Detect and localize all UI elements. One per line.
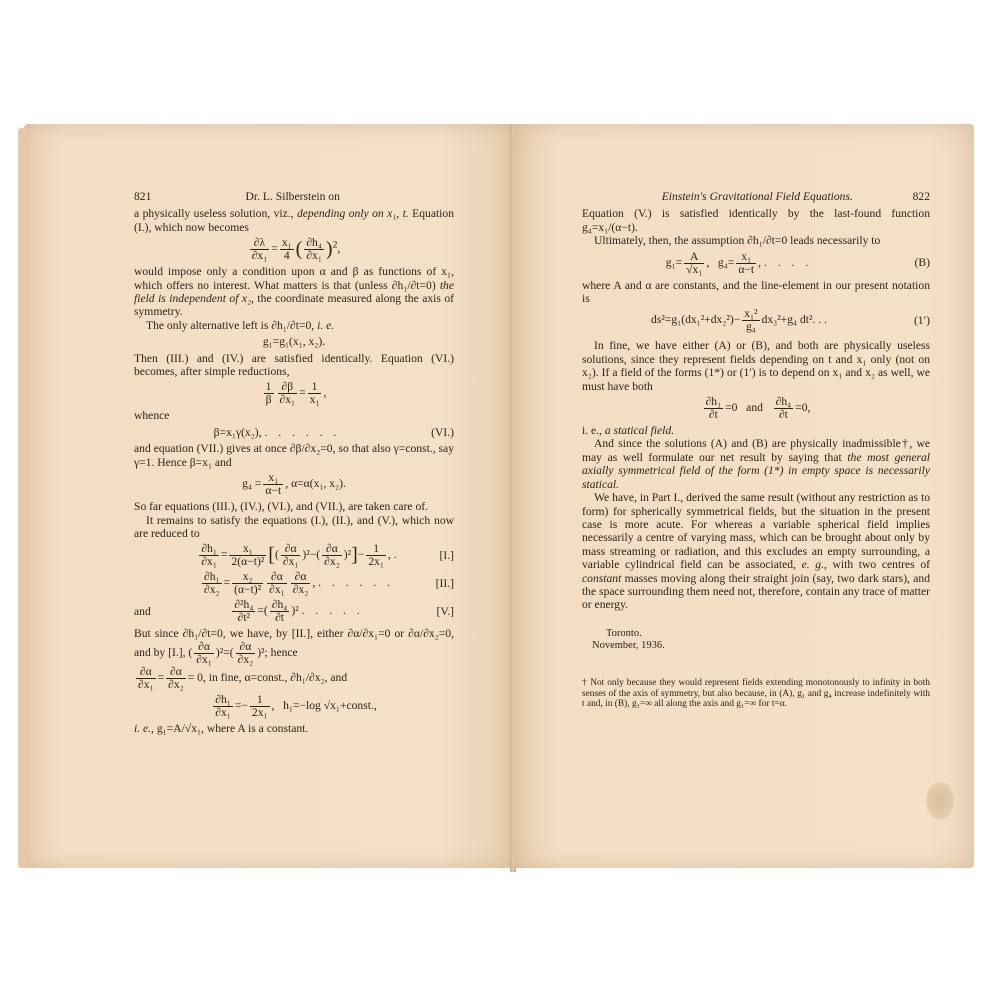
equation-II: $\frac{\text{∂h₁}}{\text{∂x₂}}$ = $\frac{\text{x₂}}{\text{(α−t)²}}$ $\frac{\partial\alpha}{\text{∂x₁}}$ $\frac{\partial\alpha}{\text{∂x₂}}$ , . . . . . . [II.] bbox=[203, 570, 454, 597]
open-book bbox=[24, 124, 978, 872]
right-paragraph-1: Equation (V.) is satisfied identically by the last-found function g₄=x₁/(α−t). bbox=[582, 207, 930, 234]
equation-h1: $\frac{\text{∂h₁}}{\text{∂x₁}}$ =− $\frac{1}{\text{2x₁}}$ , h₁=−log √x₁+const., bbox=[215, 692, 377, 719]
equation-g1: g₁=g₁(x₁, x₂). bbox=[262, 335, 326, 349]
left-running-head bbox=[134, 190, 454, 203]
equation-dlambda: $\frac{\partial\lambda}{\text{∂x₁}}$ = $\frac{\text{x₁}}{4}$ ( $\frac{\text{∂h₄}}{\text{∂x₁}}$ )$^2$, bbox=[251, 236, 341, 263]
right-page bbox=[514, 124, 974, 868]
right-paragraph-5: i. e., a statical field. bbox=[582, 424, 675, 438]
left-page bbox=[24, 124, 512, 868]
right-page-number: 822 bbox=[912, 190, 930, 203]
left-paragraph-9: $\frac{\partial\alpha}{\text{∂x₁}}$ = $\frac{\partial\alpha}{\text{∂x₂}}$ = 0, in fine, α=const., ∂h₁/∂x₂, and bbox=[138, 664, 348, 691]
left-paragraph-3: The only alternative left is ∂h₁/∂t=0, i. e. bbox=[146, 318, 335, 332]
equation-g4: g₄ = $\frac{\text{x₁}}{\alpha-t}$ , α=α(x₁, x₂). bbox=[242, 471, 346, 498]
signature-date: November, 1936. bbox=[592, 639, 665, 651]
right-page-content bbox=[582, 190, 930, 710]
right-paragraph-4: In fine, we have either (A) or (B), and both are physically useless solutions, since they represent fields depending on t and x₁ only (not on x₂). If a field of the forms (1*) or (1′) is to depend on x₁ and x₂ as well, we must have both bbox=[582, 339, 930, 393]
footnote: † Not only because they would represent fields extending monotonously to infinity in both senses of the axis of symmetry, but also because, in (A), g₁ and g₄ increase indefinitely with t and, in (B), g₁=∞ all along the axis and g₁=∞ for t=α. bbox=[582, 677, 930, 710]
left-paragraph-2: would impose only a condition upon α and β as functions of x₁, which offers no interest. What matters is that (unless ∂h₁/∂t=0) the field is independent of x₂, the coordinate measured along the axis of symmetry. bbox=[134, 265, 455, 319]
left-header-title: Dr. L. Silberstein on bbox=[245, 190, 340, 203]
right-paragraph-6: And since the solutions (A) and (B) are physically inadmissible†, we may as well formulate our net result by saying that the most general axially symmetrical field of the form (1*) in empty space is necessarily statical. bbox=[582, 437, 930, 491]
left-page-number: 821 bbox=[134, 190, 152, 203]
equation-VI: β=x₁γ(x₂), . . . . . . (VI.) bbox=[213, 425, 454, 439]
left-paragraph-10: i. e., g₁=A/√x₁, where A is a constant. bbox=[134, 721, 309, 735]
equation-beta: $\frac{1}{\beta}$ $\frac{\partial\beta}{\text{∂x₁}}$ = $\frac{1}{\text{x₁}}$ , bbox=[265, 380, 327, 407]
whence-label: whence bbox=[134, 409, 170, 423]
equation-I: $\frac{\text{∂h₁}}{\text{∂x₁}}$ = $\frac{\text{x₁}}{\text{2(α−t)²}}$ [( $\frac{\partial\alpha}{\text{∂x₁}}$ )²−( $\frac{\partial\alpha}{\text{∂x₂}}$ )²]− $\frac{1}{\text{2x₁}}$ , . [I.] bbox=[201, 542, 454, 569]
right-paragraph-3: where A and α are constants, and the line-element in our present notation is bbox=[582, 278, 930, 306]
equation-V: and $\frac{\text{∂²h₄}}{\text{∂t²}}$ =( $\frac{\text{∂h₄}}{\partial t}$ )² . . . . . [V.] bbox=[134, 598, 454, 625]
left-paragraph-1: a physically useless solution, viz., depending only on x₁, t. Equation (I.), which now becomes bbox=[134, 207, 454, 234]
signature-place: Toronto. bbox=[606, 627, 642, 639]
equation-B: g₁= $\frac{A}{\text{√x₁}}$ , g₄= $\frac{\text{x₁}}{\alpha-t}$ , . . . . (B) bbox=[665, 249, 930, 276]
paper-stain bbox=[926, 782, 954, 820]
left-paragraph-6: So far equations (III.), (IV.), (VI.), and (VII.), are taken care of. bbox=[134, 500, 429, 514]
left-paragraph-7: It remains to satisfy the equations (I.), (II.), and (V.), which now are reduced to bbox=[134, 513, 454, 540]
equation-statical: $\frac{\text{∂h₁}}{\partial t}$ =0 and $\frac{\text{∂h₄}}{\partial t}$ =0, bbox=[705, 395, 811, 422]
equation-1prime: ds²=g₁(dx₁²+dx₂²)− $\frac{\text{x₁²}}{\text{g₄}}$ dx₃²+g₄ dt². . . (1′) bbox=[651, 307, 930, 334]
left-page-content bbox=[134, 190, 454, 735]
left-paragraph-8: But since ∂h₁/∂t=0, we have, by [II.], either ∂α/∂x₁=0 or ∂α/∂x₂=0, and by [I.], ( $\frac{\partial\alpha}{\text{∂x₁}}$ )²=( $\frac{\partial\alpha}{\text{∂x₂}}$ )²; hence bbox=[134, 627, 454, 666]
page-edge bbox=[18, 128, 28, 868]
right-header-title: Einstein's Gravitational Field Equations. bbox=[661, 190, 853, 203]
right-running-head bbox=[582, 190, 930, 203]
signature-block bbox=[592, 628, 930, 652]
left-paragraph-5: and equation (VII.) gives at once ∂β/∂x₂=0, so that also γ=const., say γ=1. Hence β=x₁ and bbox=[134, 442, 454, 469]
right-paragraph-7: We have, in Part I., derived the same result (without any restriction as to form) for spherically symmetrical fields, but the situation in the present case is more acute. For whereas a variable spherical field implies necessarily a centre of varying mass, which can be brought about only by mass streaming or radiation, and this excludes an empty surrounding, a variable cylindrical field can be associated, e. g., with two centres of constant masses moving along their straight join (say, two dark stars), and the space surrounding them need not, therefore, contain any trace of matter or energy. bbox=[582, 491, 930, 612]
right-paragraph-2: Ultimately, then, the assumption ∂h₁/∂t=0 leads necessarily to bbox=[594, 234, 881, 248]
left-paragraph-4: Then (III.) and (IV.) are satisfied identically. Equation (VI.) becomes, after simple reductions, bbox=[134, 351, 454, 379]
